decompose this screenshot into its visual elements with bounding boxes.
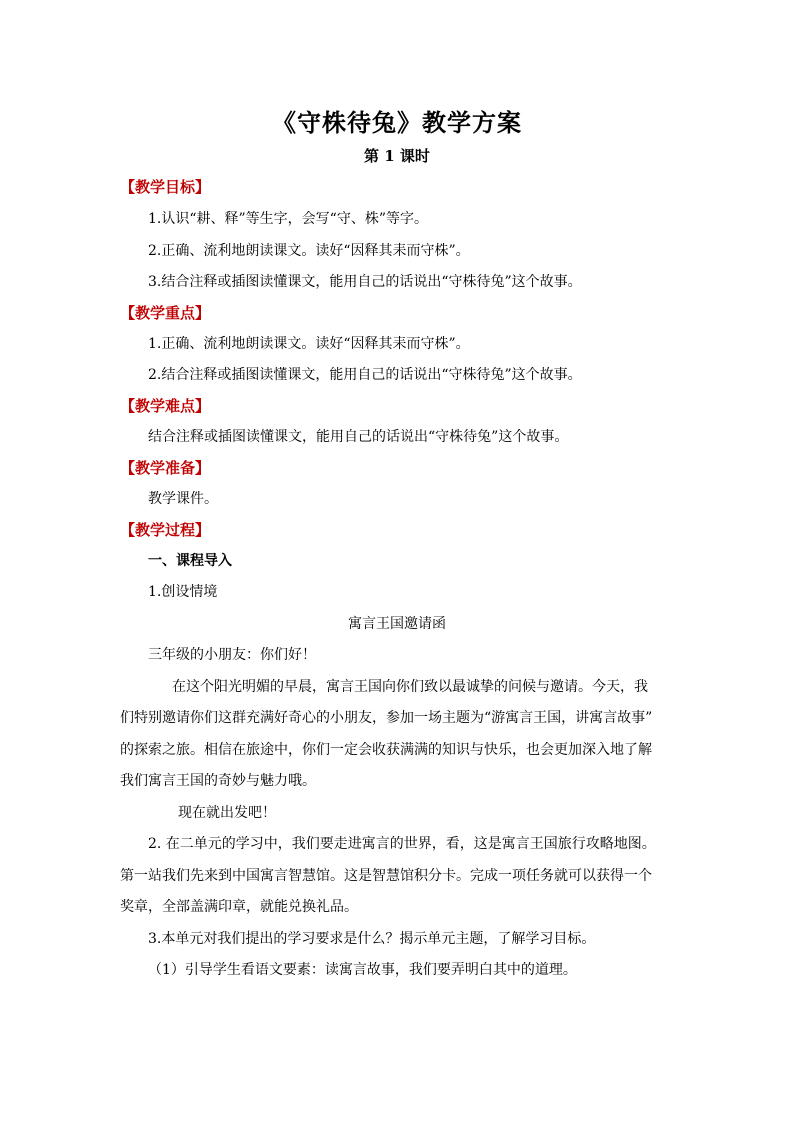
process-step-3: 3.本单元对我们提出的学习要求是什么？揭示单元主题，了解学习目标。 [148,931,596,947]
heading-difficulties: 【教学难点】 [120,397,211,415]
preparation-text: 教学课件。 [148,491,218,507]
process-step-1: 1.创设情境 [148,584,218,600]
key-point-item: 1.正确、流利地朗读课文。读好“因释其耒而守株”。 [148,336,470,352]
lesson-subtitle: 第 1 课时 [364,147,430,165]
letter-title: 寓言王国邀请函 [348,616,446,632]
heading-teaching-goals: 【教学目标】 [120,178,211,196]
goal-item: 3.结合注释或插图读懂课文，能用自己的话说出“守株待兔”这个故事。 [148,274,582,290]
process-step-3-sub: （1）引导学生看语文要素：读寓言故事，我们要弄明白其中的道理。 [148,962,577,978]
key-point-item: 2.结合注释或插图读懂课文，能用自己的话说出“守株待兔”这个故事。 [148,367,582,383]
letter-paragraph-line: 们特别邀请你们这群充满好奇心的小朋友，参加一场主题为“游寓言王国，讲寓言故事” [120,710,653,726]
process-step-2-line: 第一站我们先来到中国寓言智慧馆。这是智慧馆积分卡。完成一项任务就可以获得一个 [120,868,652,884]
process-part-intro: 一、课程导入 [148,553,232,569]
difficulty-text: 结合注释或插图读懂课文，能用自己的话说出“守株待兔”这个故事。 [148,429,569,445]
goal-item: 2.正确、流利地朗读课文。读好“因释其耒而守株”。 [148,243,470,259]
process-step-2-line: 奖章，全部盖满印章，就能兑换礼品。 [120,899,358,915]
letter-greeting: 三年级的小朋友：你们好！ [148,647,316,663]
page-title: 《守株待兔》教学方案 [272,108,522,137]
letter-paragraph-line: 的探索之旅。相信在旅途中，你们一定会收获满满的知识与快乐，也会更加深入地了解 [120,742,652,758]
process-step-2-line: 2. 在二单元的学习中，我们要走进寓言的世界，看，这是寓言王国旅行攻略地图。 [148,836,656,852]
heading-key-points: 【教学重点】 [120,304,211,322]
heading-preparation: 【教学准备】 [120,459,211,477]
letter-paragraph-line: 在这个阳光明媚的早晨，寓言王国向你们致以最诚挚的问候与邀请。今天，我 [172,679,648,695]
letter-closing: 现在就出发吧！ [178,805,276,821]
goal-item: 1.认识“耕、释”等生字，会写“守、株”等字。 [148,211,428,227]
heading-process: 【教学过程】 [120,521,211,539]
letter-paragraph-line: 我们寓言王国的奇妙与魅力哦。 [120,773,316,789]
